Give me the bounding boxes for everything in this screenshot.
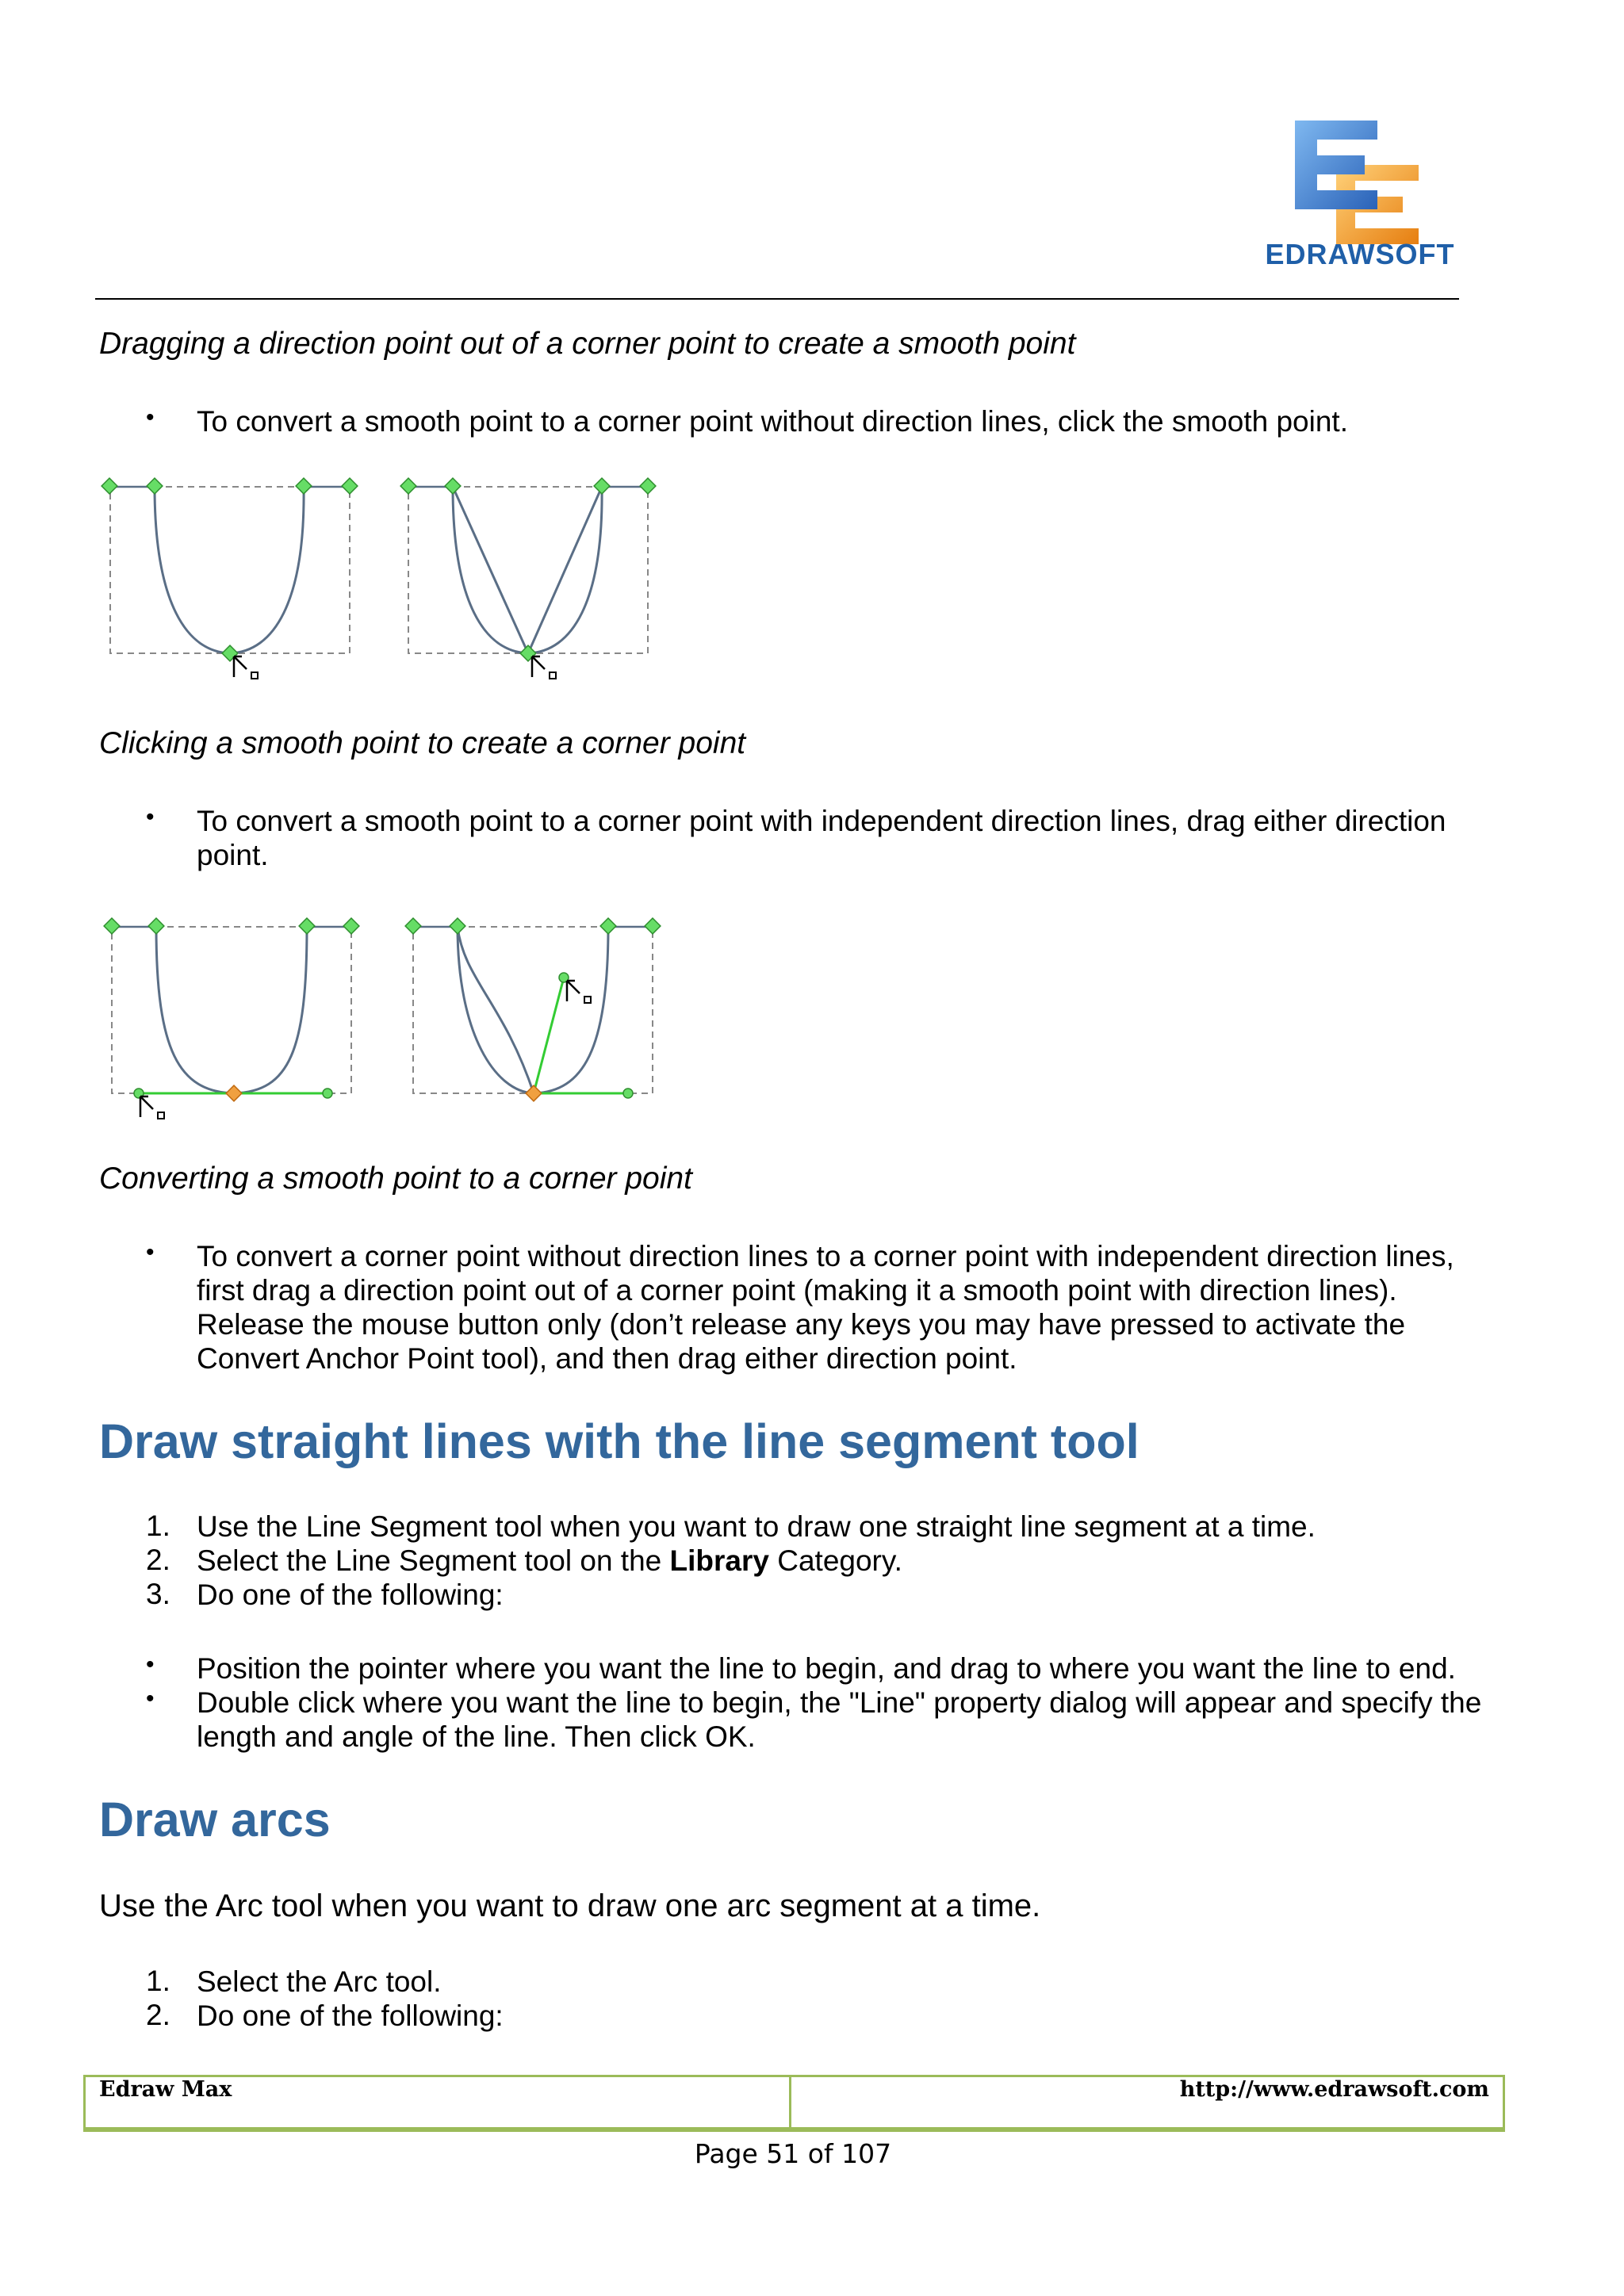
figure-caption-3: Converting a smooth point to a corner point: [99, 1161, 692, 1196]
bullet-text-1: To convert a smooth point to a corner point without direction lines, click the smooth point.: [197, 405, 1348, 438]
header-rule: [95, 298, 1459, 300]
step-number: 2.: [146, 1999, 170, 2031]
step-text: Do one of the following:: [197, 1578, 504, 1611]
figure-drag-direction-point: [99, 916, 678, 1122]
bullet-marker: •: [146, 1651, 155, 1678]
bullet-marker: •: [146, 1239, 155, 1265]
figure-caption-1: Dragging a direction point out of a corner point to create a smooth point: [99, 327, 1076, 361]
footer-product-name: Edraw Max: [99, 2077, 232, 2102]
step-number: 2.: [146, 1544, 170, 1576]
bullet-marker: •: [146, 404, 155, 430]
step-text: [197, 1544, 1505, 1578]
section-heading-arcs: Draw arcs: [99, 1793, 331, 1846]
step-text: Do one of the following:: [197, 1999, 504, 2032]
arc-intro: Use the Arc tool when you want to draw one arc segment at a time.: [99, 1888, 1041, 1923]
bullet-text-3: To convert a corner point without direction lines to a corner point with independent direction lines, first drag a direction point out of a corner point (making it a smooth point with direction lines). Release the mouse button only (don’t release any keys you may have pressed to activate the Convert Anchor Point tool), and then drag either direction point.: [197, 1240, 1454, 1375]
figure-caption-2: Clicking a smooth point to create a corner point: [99, 726, 746, 760]
bullet-marker: •: [146, 804, 155, 830]
bullet-marker: •: [146, 1686, 155, 1712]
bullet-text: Double click where you want the line to begin, the "Line" property dialog will appear and specify the length and angle of the line. Then click OK.: [197, 1686, 1482, 1753]
logo-text: EDRAWSOFT: [1265, 238, 1455, 270]
page-number: Page 51 of 107: [694, 2138, 892, 2169]
footer-divider: [789, 2075, 791, 2132]
step-number: 1.: [146, 1965, 170, 1997]
step-number: 1.: [146, 1510, 170, 1542]
figure-smooth-to-corner-click: [99, 476, 670, 690]
step-text: Select the Arc tool.: [197, 1965, 442, 1998]
library-bold-label: Library: [669, 1544, 769, 1577]
footer-url: http://www.edrawsoft.com: [1179, 2077, 1489, 2102]
step-number: 3.: [146, 1578, 170, 1610]
bullet-text: Position the pointer where you want the line to begin, and drag to where you want the line to end.: [197, 1652, 1456, 1685]
bullet-text-2: To convert a smooth point to a corner point with independent direction lines, drag either direction point.: [197, 805, 1446, 871]
step-text: Use the Line Segment tool when you want to draw one straight line segment at a time.: [197, 1510, 1316, 1543]
section-heading-line-segment: Draw straight lines with the line segment tool: [99, 1414, 1139, 1468]
step-text-post: Category.: [768, 1544, 902, 1577]
step-text-pre: Select the Line Segment tool on the: [197, 1544, 670, 1577]
